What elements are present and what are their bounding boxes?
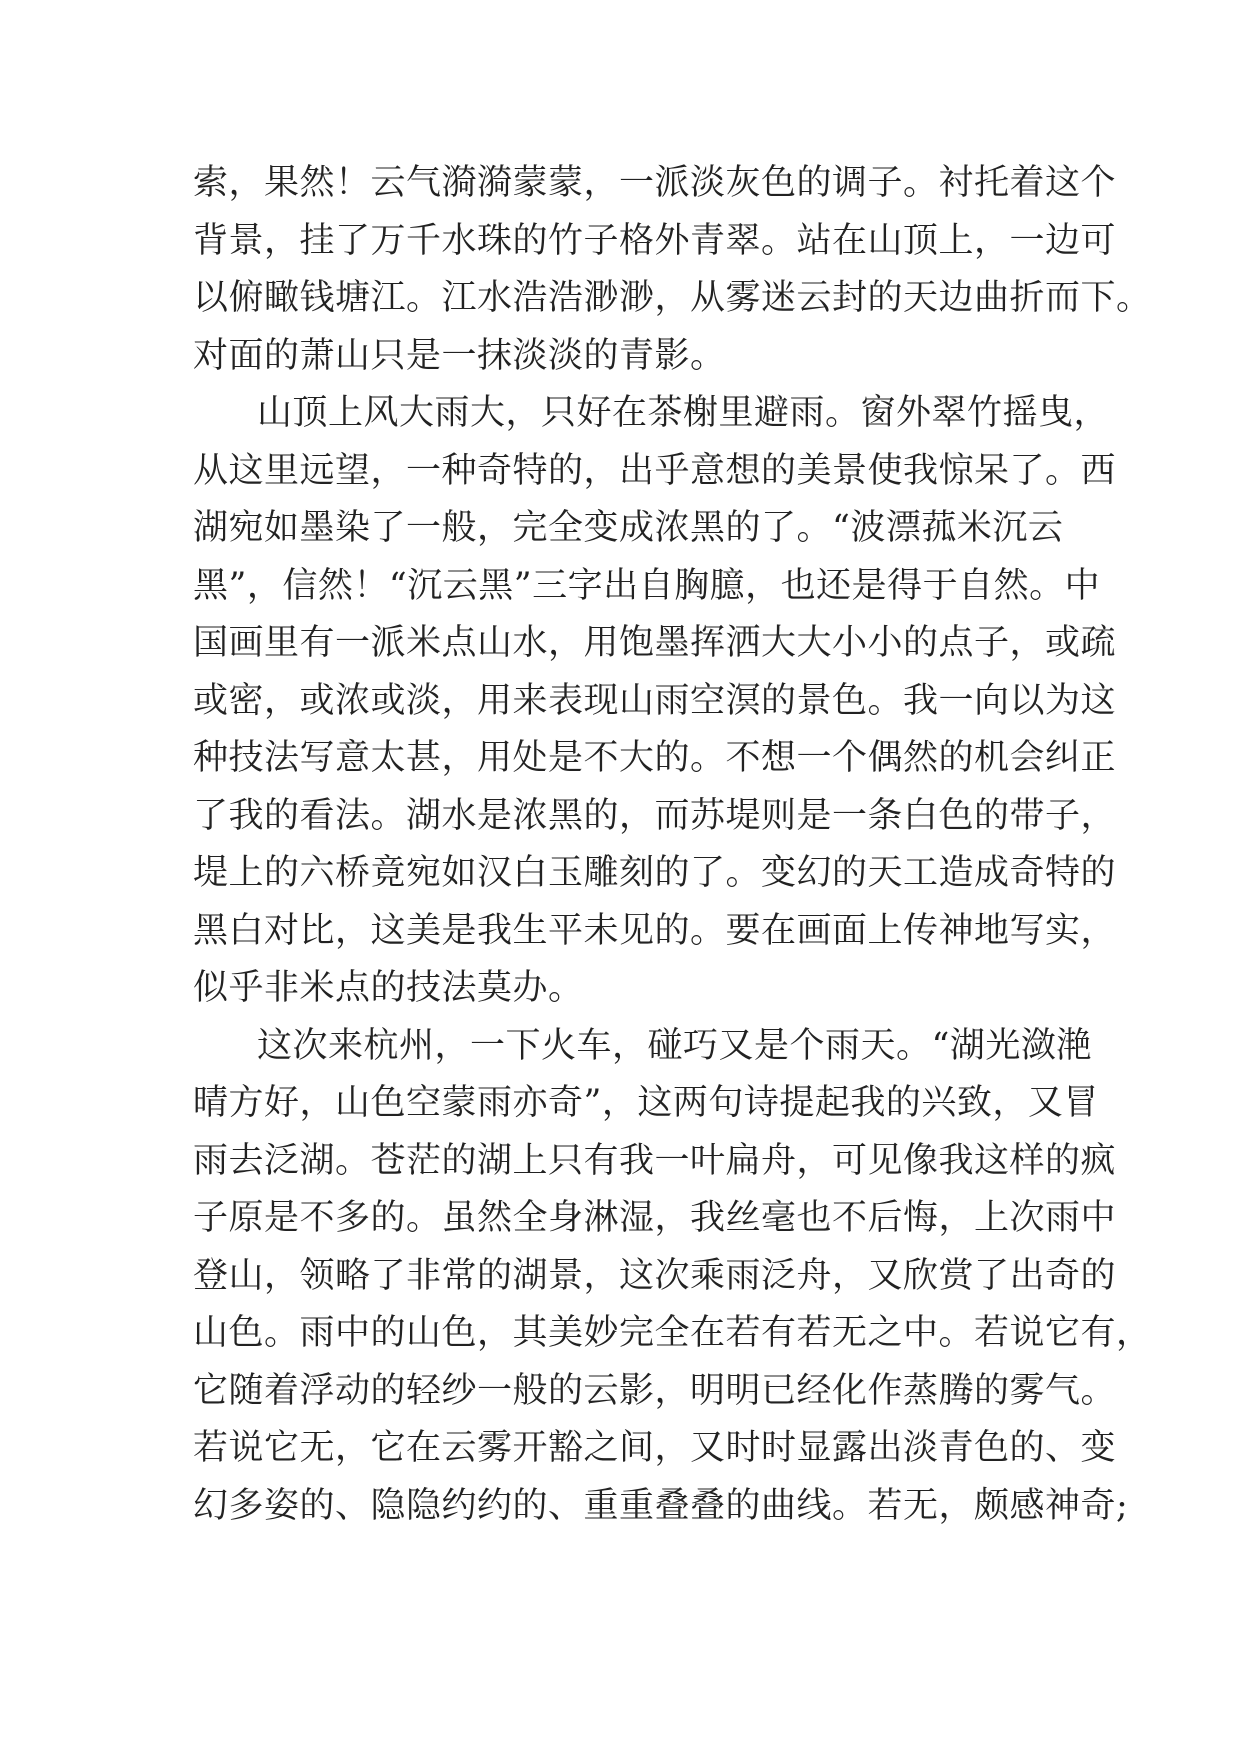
text-line: 黑白对比，这美是我生平未见的。要在画面上传神地写实， xyxy=(193,910,1117,951)
text-line: 这次来杭州，一下火车，碰巧又是个雨天。“湖光潋滟 xyxy=(257,1025,1092,1066)
text-line: 晴方好，山色空蒙雨亦奇”，这两句诗提起我的兴致，又冒 xyxy=(193,1083,1099,1123)
text-line: 背景，挂了万千水珠的竹子格外青翠。站在山顶上，一边可 xyxy=(193,220,1117,261)
text-line: 对面的萧山只是一抹淡淡的青影。 xyxy=(193,335,726,376)
body-text xyxy=(193,155,1152,1535)
text-line: 国画里有一派米点山水，用饱墨挥洒大大小小的点子，或疏 xyxy=(193,623,1117,663)
text-line: 幻多姿的、隐隐约约的、重重叠叠的曲线。若无，颇感神奇; xyxy=(193,1485,1129,1526)
text-line: 若说它无，它在云雾开豁之间，又时时显露出淡青色的、变 xyxy=(193,1428,1117,1468)
text-line: 以俯瞰钱塘江。江水浩浩渺渺，从雾迷云封的天边曲折而下。 xyxy=(193,278,1152,318)
text-line: 子原是不多的。虽然全身淋湿，我丝毫也不后悔，上次雨中 xyxy=(193,1198,1117,1238)
text-line: 或密，或浓或淡，用来表现山雨空溟的景色。我一向以为这 xyxy=(193,680,1117,721)
text-line: 堤上的六桥竟宛如汉白玉雕刻的了。变幻的天工造成奇特的 xyxy=(193,853,1117,893)
text-line: 似乎非米点的技法莫办。 xyxy=(193,968,584,1008)
text-line: 索，果然！云气漪漪蒙蒙，一派淡灰色的调子。衬托着这个 xyxy=(193,163,1117,203)
text-line: 山色。雨中的山色，其美妙完全在若有若无之中。若说它有， xyxy=(193,1313,1152,1353)
text-line: 了我的看法。湖水是浓黑的，而苏堤则是一条白色的带子， xyxy=(193,795,1117,836)
text-line: 黑”，信然！“沉云黑”三字出自胸臆，也还是得于自然。中 xyxy=(193,565,1101,606)
text-line: 登山，领略了非常的湖景，这次乘雨泛舟，又欣赏了出奇的 xyxy=(193,1255,1117,1296)
text-line: 它随着浮动的轻纱一般的云影，明明已经化作蒸腾的雾气。 xyxy=(193,1370,1117,1411)
text-line: 湖宛如墨染了一般，完全变成浓黑的了。“波漂菰米沉云 xyxy=(193,508,1064,548)
text-line: 山顶上风大雨大，只好在茶榭里避雨。窗外翠竹摇曳， xyxy=(257,393,1110,433)
text-line: 雨去泛湖。苍茫的湖上只有我一叶扁舟，可见像我这样的疯 xyxy=(193,1140,1117,1181)
text-line: 从这里远望，一种奇特的，出乎意想的美景使我惊呆了。西 xyxy=(193,450,1117,491)
text-line: 种技法写意太甚，用处是不大的。不想一个偶然的机会纠正 xyxy=(193,738,1117,778)
